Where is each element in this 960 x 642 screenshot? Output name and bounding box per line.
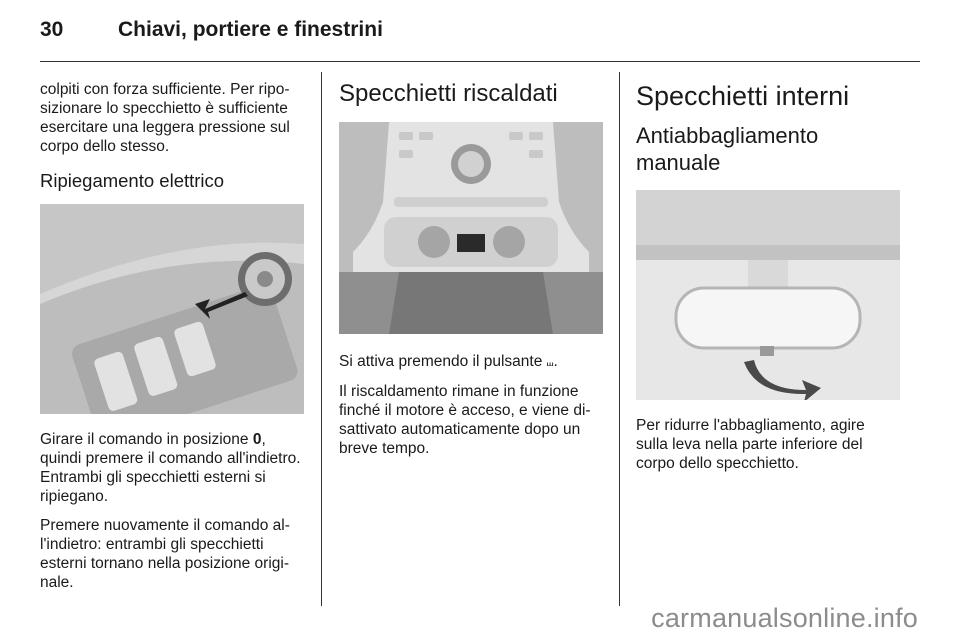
instruction-paragraph-2: Premere nuovamente il comando all'indietro: entrambi gli specchietti esterni tornano nella posizione originale. (40, 517, 290, 591)
header-rule (40, 61, 920, 62)
section-heading-interior-mirrors: Specchietti interni (636, 81, 850, 111)
antiglare-instruction-paragraph: Per ridurre l'abbagliamento, agire sulla leva nella parte inferiore del corpo dello specchietto. (636, 417, 865, 472)
heating-duration-paragraph: Il riscaldamento rimane in funzione finché il motore è acceso, e viene disattivato automaticamente dopo un breve tempo. (339, 383, 591, 457)
instruction-paragraph-1: Girare il comando in posizione 0, quindi premere il comando all'indietro. Entrambi gli specchietti esterni si ripiegano. (40, 431, 301, 505)
subheading-manual-antiglare: Antiabbagliamento manuale (636, 123, 819, 175)
console-illustration (339, 122, 603, 334)
section-heading-folding: Ripiegamento elettrico (40, 170, 225, 191)
door-switch-illustration (40, 204, 304, 414)
heated-mirror-button-icon: ⧢ (546, 355, 554, 370)
column-1 (40, 80, 304, 602)
page-header (40, 18, 920, 50)
page-number: 30 (40, 18, 64, 41)
watermark: carmanualsonline.info (651, 603, 918, 633)
activation-paragraph: Si attiva premendo il pulsante ⧢. (339, 353, 558, 370)
continued-paragraph: colpiti con forza sufficiente. Per riposizionare lo specchietto è sufficiente esercitare una leggera pressione sul corpo dello stesso. (40, 81, 290, 155)
column-3 (636, 80, 900, 483)
column-divider-1 (321, 72, 322, 606)
rearview-mirror-illustration (636, 190, 900, 400)
column-2 (339, 80, 603, 468)
chapter-title: Chiavi, portiere e finestrini (118, 18, 383, 41)
section-heading-heated-mirrors: Specchietti riscaldati (339, 80, 558, 107)
column-divider-2 (619, 72, 620, 606)
